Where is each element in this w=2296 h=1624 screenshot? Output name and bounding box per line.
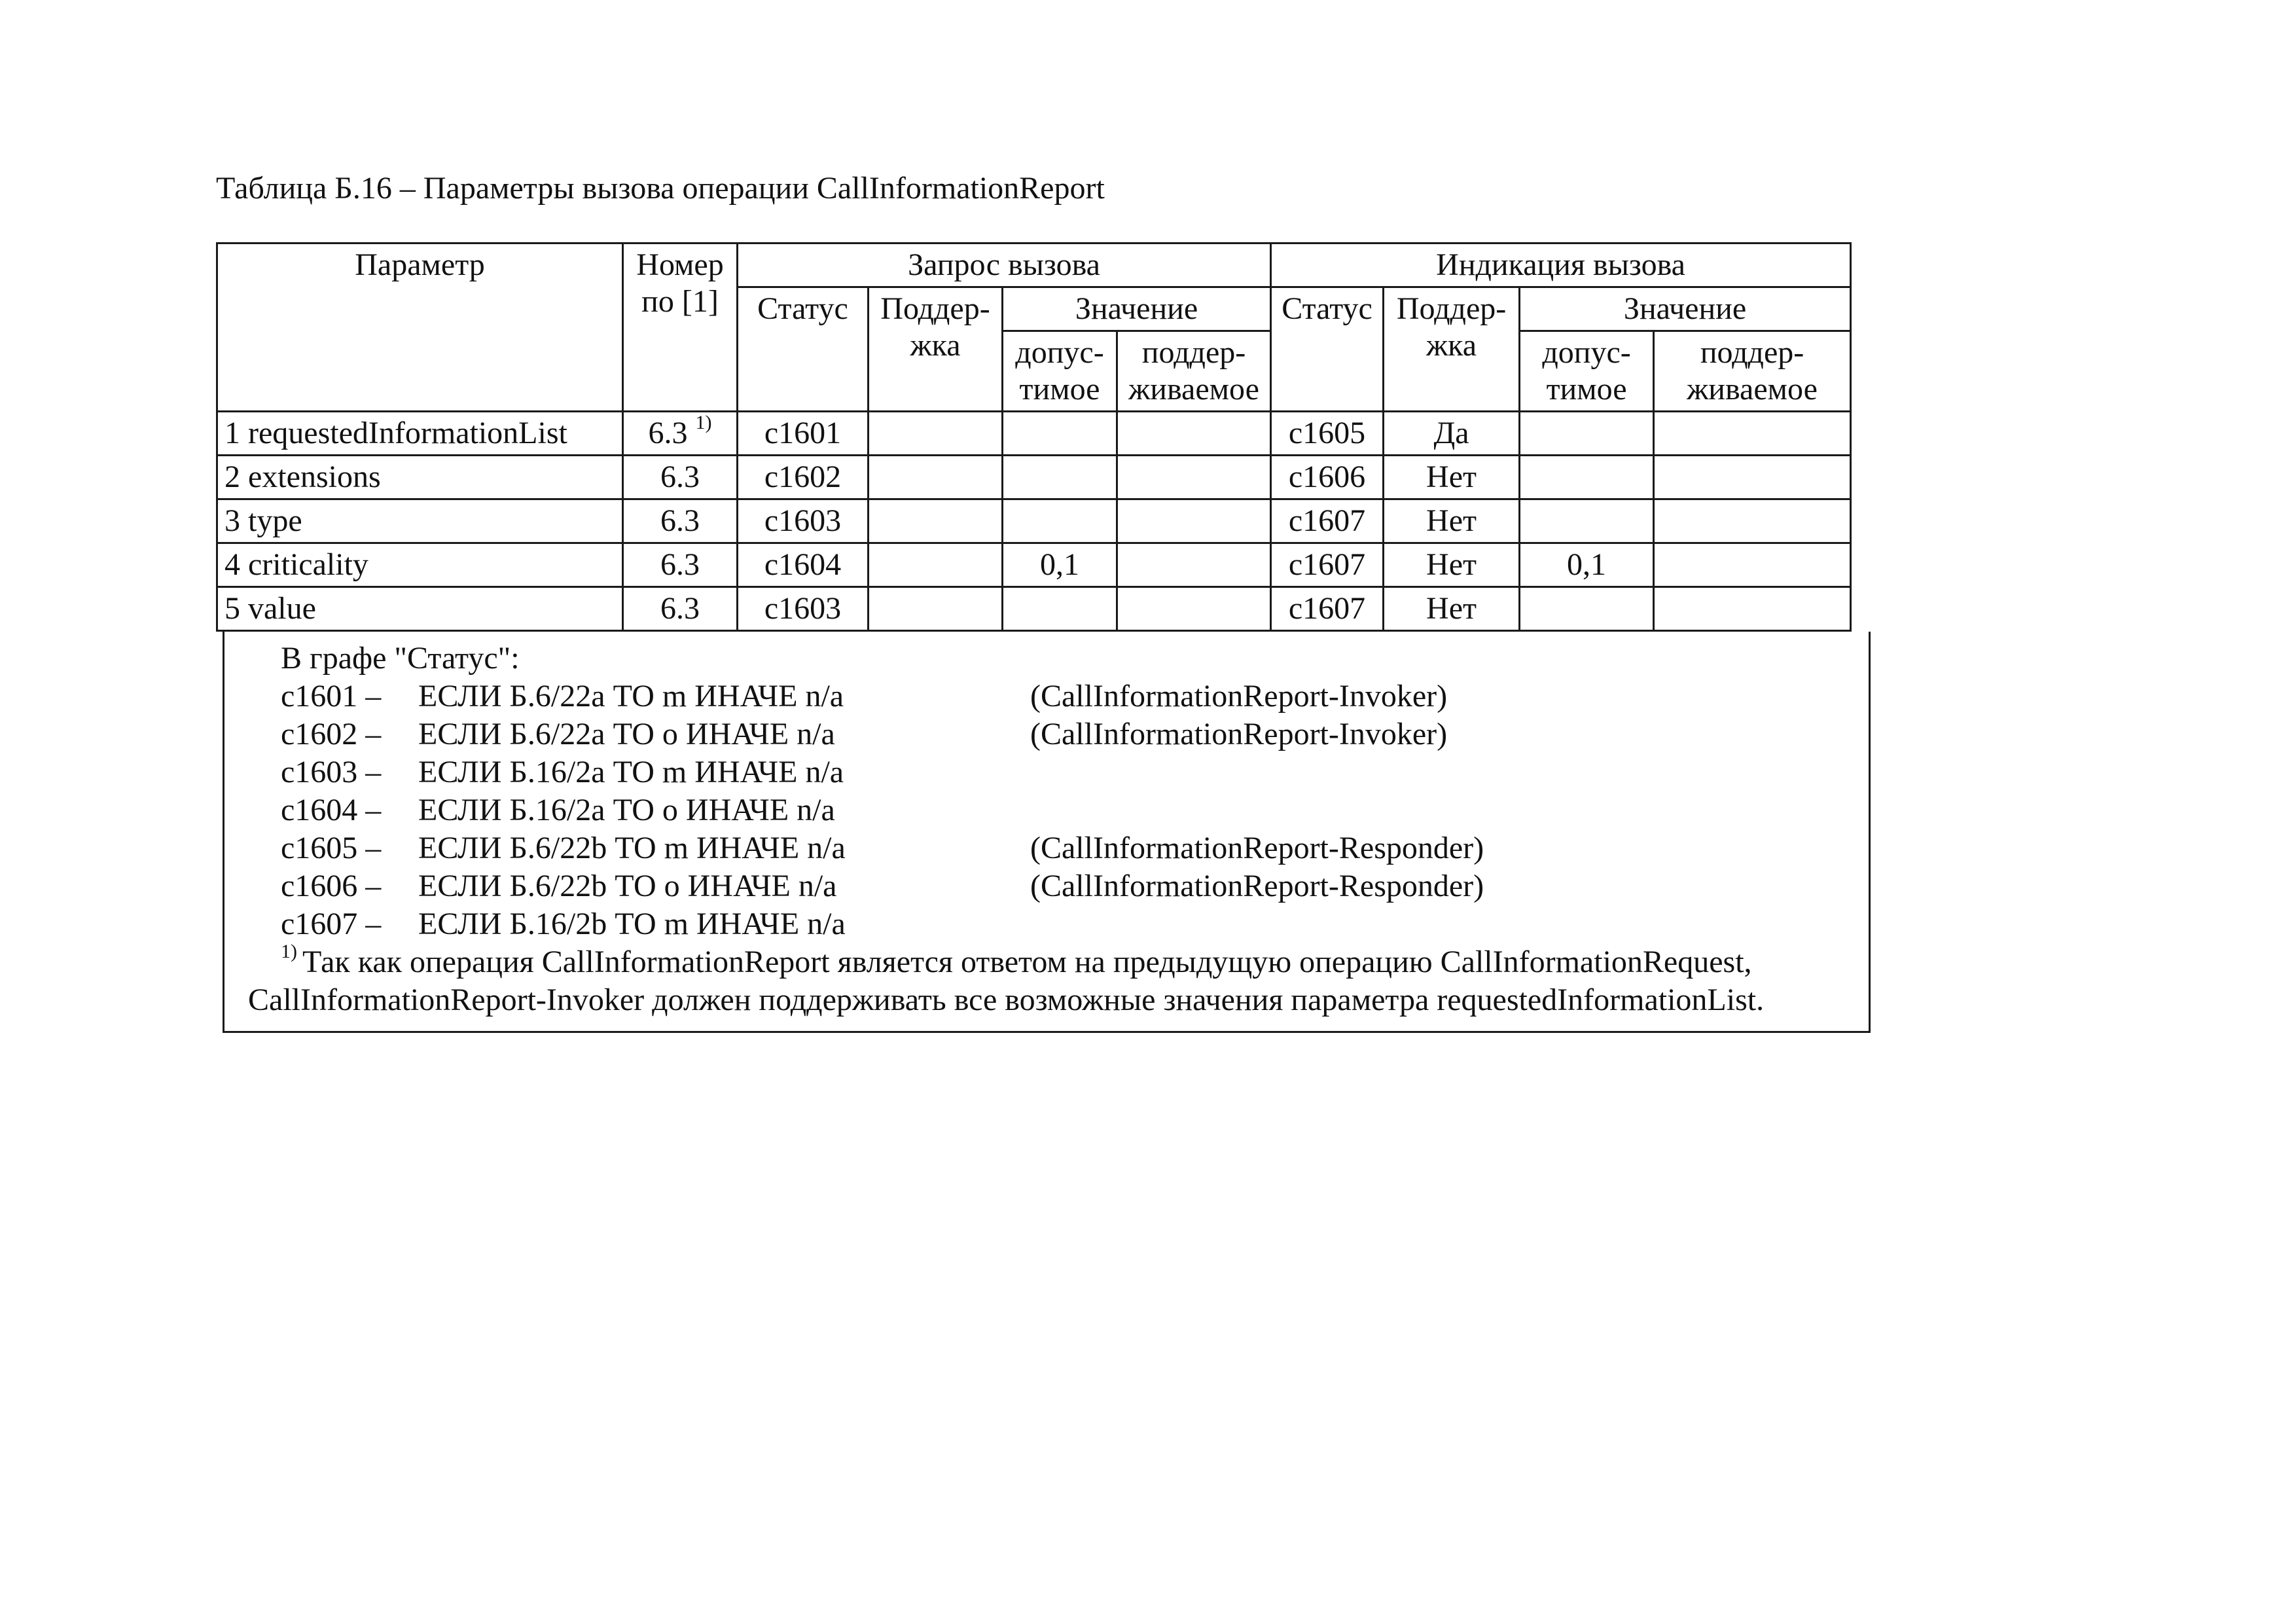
condition-role: (CallInformationReport-Invoker) [1030, 717, 1448, 751]
ind-status-cell: c1607 [1271, 587, 1384, 631]
condition-role: (CallInformationReport-Responder) [1030, 869, 1484, 903]
req-supported-cell [1117, 587, 1271, 631]
header-ind-value: Значение [1520, 287, 1851, 331]
req-status-cell: c1604 [738, 543, 869, 587]
condition-line [281, 677, 1845, 715]
req-support-cell [869, 543, 1003, 587]
req-allowed-cell [1003, 456, 1117, 499]
table-row [217, 456, 1851, 499]
condition-expression: ЕСЛИ Б.16/2b ТО m ИНАЧЕ n/a [418, 907, 846, 941]
ind-support-cell: Да [1384, 412, 1520, 456]
condition-code: c1605 – [281, 831, 382, 865]
req-supported-cell [1117, 412, 1271, 456]
footnote-text [281, 943, 1845, 981]
table-row [217, 543, 1851, 587]
number-cell: 6.3 [623, 587, 738, 631]
condition-line [281, 715, 1845, 753]
ind-status-cell: c1607 [1271, 543, 1384, 587]
req-status-cell: c1603 [738, 499, 869, 543]
condition-code: c1607 – [281, 907, 382, 941]
table-container [216, 242, 1850, 1033]
req-support-cell [869, 499, 1003, 543]
req-status-cell: c1603 [738, 587, 869, 631]
number-cell: 6.3 $^{1)}$ [623, 412, 738, 456]
req-allowed-cell: 0,1 [1003, 543, 1117, 587]
condition-expression: ЕСЛИ Б.6/22a ТО o ИНАЧЕ n/a [418, 717, 835, 751]
condition-role: (CallInformationReport-Responder) [1030, 831, 1484, 865]
req-status-cell: c1602 [738, 456, 869, 499]
header-ind-support: Поддер- жка [1384, 287, 1520, 412]
req-allowed-cell [1003, 499, 1117, 543]
ind-allowed-cell [1520, 412, 1654, 456]
header-ind-status: Статус [1271, 287, 1384, 412]
condition-line [281, 829, 1845, 867]
req-allowed-cell [1003, 587, 1117, 631]
ind-status-cell: c1605 [1271, 412, 1384, 456]
param-cell: 3 type [217, 499, 623, 543]
ind-support-cell: Нет [1384, 456, 1520, 499]
param-cell: 5 value [217, 587, 623, 631]
param-cell: 2 extensions [217, 456, 623, 499]
ind-supported-cell [1654, 543, 1851, 587]
ind-allowed-cell [1520, 587, 1654, 631]
ind-support-cell: Нет [1384, 543, 1520, 587]
req-supported-cell [1117, 499, 1271, 543]
ind-status-cell: c1607 [1271, 499, 1384, 543]
header-req-value: Значение [1003, 287, 1271, 331]
table-caption: Таблица Б.16 – Параметры вызова операции CallInformationReport [216, 171, 1105, 206]
header-param: Параметр [217, 244, 623, 412]
req-allowed-cell [1003, 412, 1117, 456]
header-req-supported: поддер- живаемое [1117, 331, 1271, 412]
ind-supported-cell [1654, 499, 1851, 543]
header-ind-supported: поддер- живаемое [1654, 331, 1851, 412]
header-row-1 [217, 244, 1851, 287]
condition-code: c1602 – [281, 717, 382, 751]
table-row [217, 499, 1851, 543]
condition-expression: ЕСЛИ Б.16/2a ТО o ИНАЧЕ n/a [418, 793, 835, 827]
footnote-line-1: Так как операция CallInformationReport является ответом на предыдущую операцию CallInformationRequest, [302, 945, 1752, 979]
condition-expression: ЕСЛИ Б.16/2a ТО m ИНАЧЕ n/a [418, 755, 844, 789]
parameters-table [216, 242, 1852, 632]
condition-code: c1604 – [281, 793, 382, 827]
condition-line [281, 753, 1845, 791]
param-cell: 1 requestedInformationList [217, 412, 623, 456]
req-support-cell [869, 412, 1003, 456]
header-request-group: Запрос вызова [738, 244, 1271, 287]
footnote-mark: 1) [281, 941, 297, 962]
number-cell: 6.3 [623, 456, 738, 499]
condition-line [281, 791, 1845, 829]
ind-status-cell: c1606 [1271, 456, 1384, 499]
footnote-line-2: CallInformationReport-Invoker должен поддерживать все возможные значения параметра requestedInformationList. [248, 983, 1765, 1017]
ind-allowed-cell [1520, 456, 1654, 499]
number-cell: 6.3 [623, 499, 738, 543]
ind-allowed-cell: 0,1 [1520, 543, 1654, 587]
header-number: Номер по [1] [623, 244, 738, 412]
status-notes [223, 632, 1871, 1033]
ind-allowed-cell [1520, 499, 1654, 543]
condition-line [281, 905, 1845, 943]
number-cell: 6.3 [623, 543, 738, 587]
header-ind-allowed: допус- тимое [1520, 331, 1654, 412]
table-row [217, 412, 1851, 456]
req-support-cell [869, 456, 1003, 499]
condition-expression: ЕСЛИ Б.6/22b ТО o ИНАЧЕ n/a [418, 869, 837, 903]
footnote-mark: 1) [695, 412, 712, 433]
condition-role: (CallInformationReport-Invoker) [1030, 679, 1448, 713]
req-supported-cell [1117, 456, 1271, 499]
req-support-cell [869, 587, 1003, 631]
ind-support-cell: Нет [1384, 499, 1520, 543]
notes-title: В графе "Статус": [281, 641, 520, 676]
header-req-allowed: допус- тимое [1003, 331, 1117, 412]
condition-code: c1606 – [281, 869, 382, 903]
param-cell: 4 criticality [217, 543, 623, 587]
ind-supported-cell [1654, 412, 1851, 456]
ind-supported-cell [1654, 456, 1851, 499]
ind-support-cell: Нет [1384, 587, 1520, 631]
condition-code: c1603 – [281, 755, 382, 789]
req-status-cell: c1601 [738, 412, 869, 456]
table-row [217, 587, 1851, 631]
header-req-status: Статус [738, 287, 869, 412]
header-indication-group: Индикация вызова [1271, 244, 1851, 287]
req-supported-cell [1117, 543, 1271, 587]
condition-expression: ЕСЛИ Б.6/22a ТО m ИНАЧЕ n/a [418, 679, 844, 713]
header-req-support: Поддер- жка [869, 287, 1003, 412]
ind-supported-cell [1654, 587, 1851, 631]
condition-code: c1601 – [281, 679, 382, 713]
condition-expression: ЕСЛИ Б.6/22b ТО m ИНАЧЕ n/a [418, 831, 846, 865]
condition-line [281, 867, 1845, 905]
